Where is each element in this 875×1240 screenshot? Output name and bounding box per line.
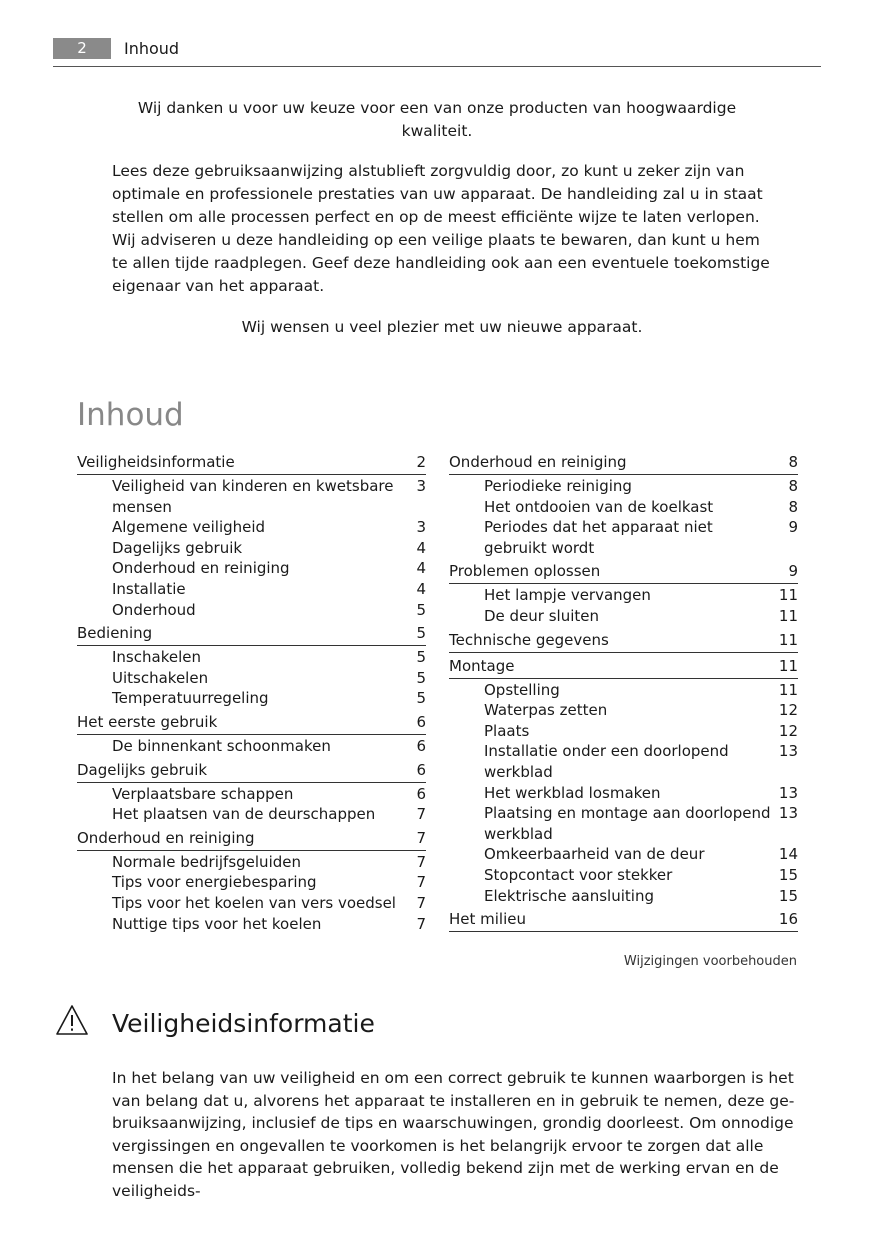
warning-triangle-icon xyxy=(55,1004,89,1036)
toc-entry-title: Dagelijks gebruik xyxy=(112,538,243,557)
toc-entry[interactable] xyxy=(112,893,426,914)
toc-entry[interactable] xyxy=(484,517,798,558)
toc-entry-page: 7 xyxy=(416,873,426,892)
toc-entry[interactable] xyxy=(112,736,426,757)
toc-section[interactable] xyxy=(77,712,426,735)
toc-entry-title: Uitschakelen xyxy=(112,668,209,687)
toc-section-page: 6 xyxy=(416,712,426,731)
toc-entry[interactable] xyxy=(484,865,798,886)
toc-entry-page: 13 xyxy=(778,742,798,761)
toc-entry-title: Opstelling xyxy=(484,680,560,699)
toc-entry-title: De deur sluiten xyxy=(484,606,600,625)
toc-entry-title: Omkeerbaarheid van de deur xyxy=(484,845,705,864)
toc-section-page: 9 xyxy=(788,562,798,581)
toc-entry-page: 4 xyxy=(416,559,426,578)
toc-entry-title: Installatie xyxy=(112,579,186,598)
footnote: Wijzigingen voorbehouden xyxy=(623,954,797,969)
toc-entry[interactable] xyxy=(484,700,798,721)
toc-section[interactable] xyxy=(449,656,798,679)
toc-entry-title: Nuttige tips voor het koelen xyxy=(112,914,322,933)
toc-entry[interactable] xyxy=(484,497,798,518)
toc-entry-page: 15 xyxy=(778,865,798,884)
toc-entry-title: Het ontdooien van de koelkast xyxy=(484,497,714,516)
toc-entry-page: 5 xyxy=(416,668,426,687)
intro-thanks: Wij danken u voor uw keuze voor een van onze producten van hoogwaardige kwaliteit. xyxy=(137,99,737,140)
toc-entry-page: 8 xyxy=(788,497,798,516)
toc-entry[interactable] xyxy=(112,579,426,600)
toc-section-page: 2 xyxy=(416,453,426,471)
toc-entry[interactable] xyxy=(484,741,798,782)
toc-entry-page: 7 xyxy=(416,893,426,912)
toc-entry-title: Stopcontact voor stekker xyxy=(484,865,673,884)
toc-section[interactable] xyxy=(449,630,798,653)
toc-section-title: Montage xyxy=(449,656,515,675)
toc-entry[interactable] xyxy=(112,784,426,805)
toc-section-page: 8 xyxy=(788,453,798,471)
toc-section-page: 6 xyxy=(416,760,426,779)
toc-entry-page: 12 xyxy=(778,721,798,740)
toc-subentries xyxy=(449,585,798,626)
toc-entry-page: 6 xyxy=(416,736,426,755)
toc-entry[interactable] xyxy=(112,647,426,668)
toc-section-page: 16 xyxy=(778,910,798,929)
toc-entry[interactable] xyxy=(484,680,798,701)
toc-section-page: 5 xyxy=(416,624,426,643)
toc-entry[interactable] xyxy=(112,538,426,559)
toc-section[interactable] xyxy=(449,452,798,475)
toc-section[interactable] xyxy=(449,561,798,584)
toc-right-column xyxy=(449,452,798,932)
toc-entry-title: Installatie onder een doorlopend werkblad xyxy=(484,742,729,781)
toc-entry-title: Elektrische aansluiting xyxy=(484,886,654,905)
toc-entry[interactable] xyxy=(484,803,798,844)
toc-entry-page: 7 xyxy=(416,914,426,933)
toc-entry-page: 15 xyxy=(778,886,798,905)
toc-entry[interactable] xyxy=(484,721,798,742)
toc-entry[interactable] xyxy=(484,783,798,804)
toc-entry-title: Veiligheid van kinderen en kwetsbare mensen xyxy=(112,477,394,516)
toc-subentries xyxy=(77,476,426,620)
toc-section-title: Dagelijks gebruik xyxy=(77,760,208,779)
toc-subentries xyxy=(77,647,426,709)
toc-entry-page: 5 xyxy=(416,648,426,667)
toc-entry-title: De binnenkant schoonmaken xyxy=(112,736,331,755)
toc-entry-title: Temperatuurregeling xyxy=(112,689,269,708)
toc-entry-title: Tips voor het koelen van vers voedsel xyxy=(112,893,396,912)
toc-entry-title: Plaats xyxy=(484,721,530,740)
toc-section-title: Onderhoud en reiniging xyxy=(449,453,627,471)
toc-subentries xyxy=(449,476,798,558)
toc-entry[interactable] xyxy=(112,600,426,621)
toc-entry[interactable] xyxy=(112,476,426,517)
toc-section-page: 11 xyxy=(778,656,798,675)
toc-section-page: 7 xyxy=(416,828,426,847)
toc-section-title: Veiligheidsinformatie xyxy=(77,453,235,471)
toc-entry-title: Periodieke reiniging xyxy=(484,477,632,495)
toc-subentries xyxy=(77,736,426,757)
intro-wish: Wij wensen u veel plezier met uw nieuwe apparaat. xyxy=(241,318,643,336)
toc-entry-page: 9 xyxy=(788,518,798,537)
toc-entry-title: Verplaatsbare schappen xyxy=(112,784,294,803)
toc-subentries xyxy=(77,852,426,934)
toc-entry[interactable] xyxy=(484,606,798,627)
toc-entry-title: Periodes dat het apparaat niet gebruikt wordt xyxy=(484,518,713,557)
toc-entry-page: 7 xyxy=(416,852,426,871)
toc-entry-page: 11 xyxy=(778,606,798,625)
toc-entry-page: 5 xyxy=(416,689,426,708)
toc-entry-page: 4 xyxy=(416,579,426,598)
toc-entry-title: Onderhoud xyxy=(112,600,196,619)
toc-entry[interactable] xyxy=(112,852,426,873)
toc-entry[interactable] xyxy=(112,668,426,689)
toc-entry-page: 6 xyxy=(416,784,426,803)
toc-section-title: Technische gegevens xyxy=(449,630,609,649)
toc-entry[interactable] xyxy=(484,844,798,865)
toc-section-title: Het milieu xyxy=(449,910,527,929)
toc-section[interactable] xyxy=(449,909,798,932)
toc-entry[interactable] xyxy=(112,558,426,579)
toc-entry-page: 3 xyxy=(416,477,426,495)
toc-entry-page: 5 xyxy=(416,600,426,619)
toc-entry-title: Het werkblad losmaken xyxy=(484,783,661,802)
toc-entry-page: 11 xyxy=(778,680,798,699)
toc-entry[interactable] xyxy=(484,585,798,606)
section-body: In het belang van uw veiligheid en om een correct gebruik te kunnen waarborgen is het van belang dat u, alvorens het apparaat te installeren en in gebruik te nemen, deze ge-bruiksaanwijzing, inclusief de tips en waarschuwingen, grondig doorleest. Om onnodige vergissingen en ongevallen te voorkomen is het belangrijk ervoor te zorgen dat alle mensen die het apparaat gebruiken, volledig bekend zijn met de werking ervan en de veiligheids- xyxy=(112,1069,795,1200)
toc-section-title: Problemen oplossen xyxy=(449,562,601,581)
header-title: Inhoud xyxy=(124,39,180,58)
toc-entry-title: Het plaatsen van de deurschappen xyxy=(112,805,376,824)
toc-entry-page: 7 xyxy=(416,805,426,824)
toc-entry[interactable] xyxy=(112,688,426,709)
intro-instructions: Lees deze gebruiksaanwijzing alstublieft zorgvuldig door, zo kunt u zeker zijn van optimale en professionele prestaties van uw apparaat. De handleiding zal u in staat stellen om alle processen perfect en op de meest efficiënte wijze te laten verlopen. Wij adviseren u deze handleiding op een veilige plaats te bewaren, dan kunt u hem te allen tijde raadplegen. Geef deze handleiding ook aan een eventuele toekomstige eigenaar van het apparaat. xyxy=(112,162,770,295)
toc-entry-title: Plaatsing en montage aan doorlopend werkblad xyxy=(484,804,771,843)
toc-entry-page: 12 xyxy=(778,701,798,720)
page-number: 2 xyxy=(53,38,111,59)
toc-entry[interactable] xyxy=(484,476,798,497)
toc-section-title: Het eerste gebruik xyxy=(77,712,218,731)
toc-entry-page: 14 xyxy=(778,845,798,864)
toc-entry-title: Tips voor energiebesparing xyxy=(112,873,317,892)
toc-entry-page: 3 xyxy=(416,518,426,537)
toc-entry[interactable] xyxy=(112,914,426,935)
toc-section-title: Bediening xyxy=(77,624,153,643)
toc-entry-page: 13 xyxy=(778,783,798,802)
toc-entry[interactable] xyxy=(484,886,798,907)
toc-entry-page: 11 xyxy=(778,586,798,605)
toc-entry[interactable] xyxy=(112,517,426,538)
toc-entry-title: Inschakelen xyxy=(112,648,201,667)
toc-section[interactable] xyxy=(77,760,426,783)
toc-entry-page: 4 xyxy=(416,538,426,557)
toc-entry-title: Het lampje vervangen xyxy=(484,586,651,605)
toc-entry-title: Algemene veiligheid xyxy=(112,518,266,537)
toc-entry[interactable] xyxy=(112,872,426,893)
toc-title: Inhoud xyxy=(77,397,184,433)
toc-section[interactable] xyxy=(77,623,426,646)
toc-entry[interactable] xyxy=(112,804,426,825)
toc-entry-page: 8 xyxy=(788,477,798,495)
toc-entry-page: 13 xyxy=(778,804,798,823)
toc-entry-title: Waterpas zetten xyxy=(484,701,608,720)
toc-subentries xyxy=(77,784,426,825)
toc-section-title: Onderhoud en reiniging xyxy=(77,828,255,847)
toc-section[interactable] xyxy=(77,452,426,475)
toc-subentries xyxy=(449,680,798,907)
toc-section-page: 11 xyxy=(778,630,798,649)
page-header xyxy=(53,38,821,67)
toc-entry-title: Normale bedrijfsgeluiden xyxy=(112,852,301,871)
toc-left-column xyxy=(77,452,426,936)
section-title: Veiligheidsinformatie xyxy=(112,1009,375,1038)
toc-section[interactable] xyxy=(77,828,426,851)
toc-entry-title: Onderhoud en reiniging xyxy=(112,559,290,578)
